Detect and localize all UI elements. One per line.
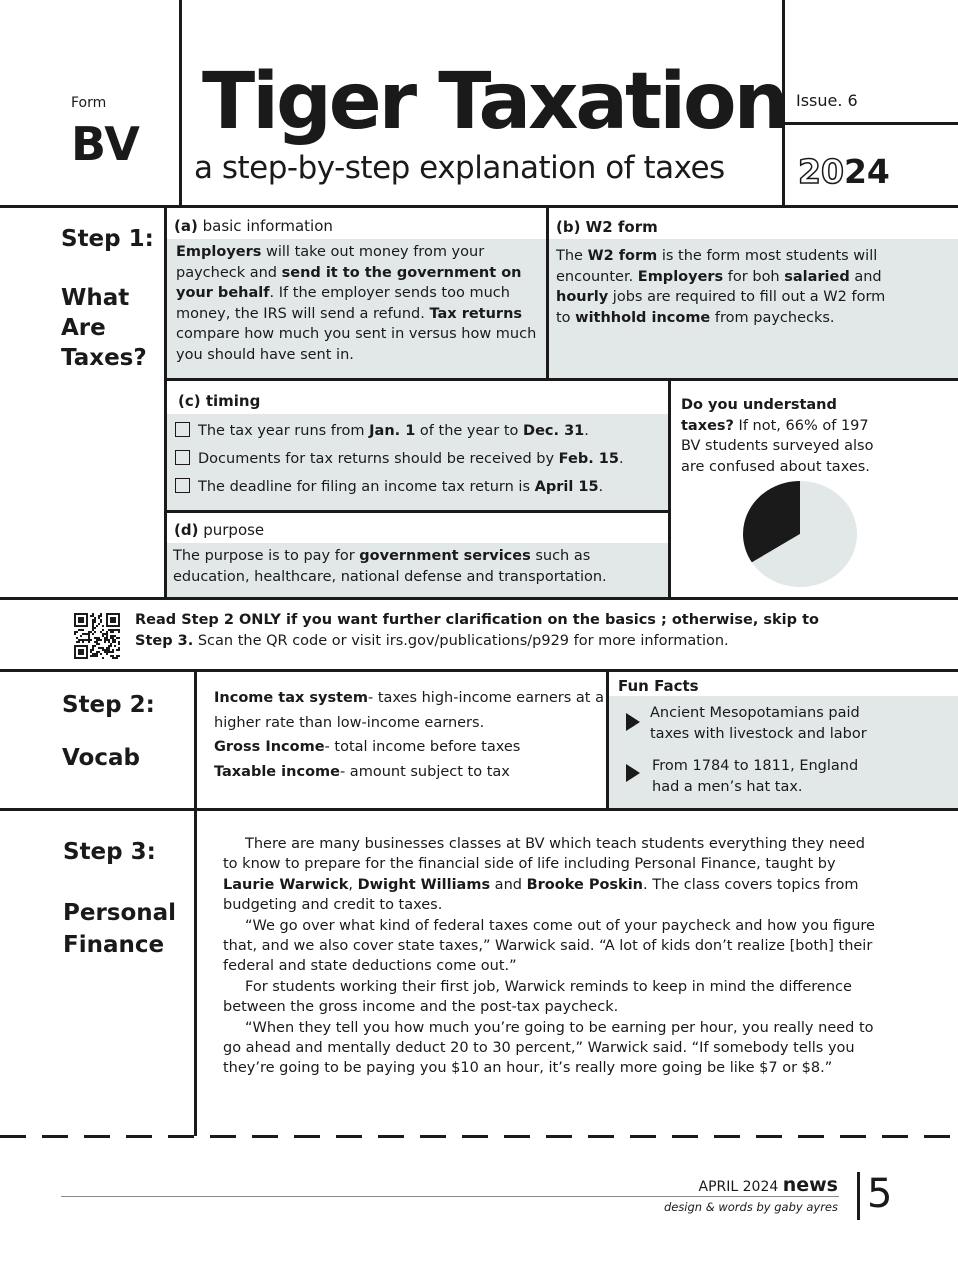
step3-title-line: Finance (63, 932, 165, 958)
page-number: 5 (867, 1171, 893, 1217)
qr-code-icon (74, 613, 120, 659)
page-subtitle: a step-by-step explanation of taxes (194, 150, 725, 186)
footer-date-line (600, 1174, 838, 1196)
vocab-item (214, 735, 604, 760)
step2-title: Vocab (62, 745, 140, 771)
timing-item (175, 420, 665, 448)
footer-credit: design & words by gaby ayres (663, 1200, 838, 1214)
vocab-def: - taxes high-income earners at a higher rate than low-income earners. (214, 690, 604, 731)
step1-title-line: Are (61, 315, 106, 341)
section-a-text: Employers will take out money from your paycheck and send it to the government on your behalf. If the employer sends too much money, the IRS will send a refund. Tax returns compare how much you sent in versus how much you should have sent in. (176, 244, 537, 363)
vocab-def: - amount subject to tax (339, 763, 510, 780)
footer-date: APRIL 2024 (698, 1179, 779, 1195)
section-b-label: (b) W2 form (556, 218, 658, 236)
section-c-label: (c) timing (178, 392, 261, 410)
survey-text: Do you understand taxes? If not, 66% of 197 BV students surveyed also are confused about taxes. (681, 397, 874, 475)
article-paragraph: “When they tell you how much you’re going to be earning per hour, you really need to go ahead and mentally deduct 20 to 30 percent,” Warwick said. “If somebody tells you they’re going to be paying you $10 an hour, it’s really more going be like $7 or $8.” (223, 1019, 874, 1077)
article-body (223, 834, 883, 1079)
vocab-item (214, 686, 604, 735)
issue-number: Issue. 6 (796, 91, 858, 110)
section-b-text: The W2 form is the form most students will encounter. Employers for boh salaried and hourly jobs are required to fill out a W2 form to withhold income from paychecks. (556, 248, 886, 326)
year-outline: 20 (798, 152, 844, 191)
fun-fact: Ancient Mesopotamians paid taxes with livestock and labor (650, 705, 867, 742)
vocab-term: Gross Income (214, 739, 325, 755)
step1-title-line: What (61, 285, 130, 311)
step1-heading: Step 1: (61, 226, 154, 252)
step2-heading: Step 2: (62, 692, 155, 718)
section-d-title: purpose (198, 521, 265, 539)
article-paragraph: For students working their first job, Warwick reminds to keep in mind the difference between the gross income and the post-tax paycheck. (223, 978, 852, 1016)
step3-title-line: Personal (63, 900, 177, 926)
vocab-def: - total income before taxes (324, 739, 521, 755)
checked-box-icon (175, 450, 190, 465)
survey-pie-chart (740, 478, 860, 590)
play-arrow-icon (626, 713, 640, 731)
timing-item-text: The deadline for filing an income tax return is April 15. (198, 479, 604, 495)
fun-fact: From 1784 to 1811, England had a men’s hat tax. (652, 758, 859, 795)
step1-title (61, 283, 147, 373)
fun-facts-label: Fun Facts (618, 677, 699, 695)
vocab-term: Taxable income (214, 763, 340, 780)
vocab-term: Income tax system (214, 690, 368, 706)
section-a-title: basic information (197, 217, 333, 235)
step3-heading: Step 3: (63, 839, 156, 865)
section-d-letter: (d) (174, 521, 199, 539)
section-a-label (174, 216, 333, 236)
section-a-letter: (a) (174, 217, 198, 235)
timing-item-text: The tax year runs from Jan. 1 of the year to Dec. 31. (198, 423, 589, 439)
timing-list (175, 420, 665, 504)
issue-year (798, 152, 890, 192)
dashed-divider (0, 1135, 958, 1138)
footer-publication: news (782, 1174, 838, 1196)
form-code: BV (71, 117, 140, 171)
empty-box-icon (175, 478, 190, 493)
notice-bold: Read Step 2 ONLY if you want further clarification on the basics ; otherwise, skip to Step 3. (135, 612, 819, 649)
vocab-list (214, 686, 604, 784)
step1-title-line: Taxes? (61, 345, 147, 371)
section-d-text: The purpose is to pay for government services such as education, healthcare, national defense and transportation. (173, 548, 607, 585)
page-title: Tiger Taxation (202, 57, 787, 147)
step3-title (63, 897, 176, 961)
article-paragraph: “We go over what kind of federal taxes come out of your paycheck and how you figure that, and we also cover state taxes,” Warwick said. “A lot of kids don’t realize [both] their federal and state deductions come out.” (223, 917, 875, 975)
timing-item-text: Documents for tax returns should be received by Feb. 15. (198, 451, 624, 467)
vocab-item (214, 760, 604, 785)
year-bold: 24 (843, 152, 890, 191)
article-paragraph: There are many businesses classes at BV which teach students everything they need to know to prepare for the financial side of life including Personal Finance, taught by Laurie Warwick, Dwight Williams and Brooke Poskin. The class covers topics from budgeting and credit to taxes. (223, 836, 865, 914)
play-arrow-icon (626, 764, 640, 782)
form-label: Form (71, 95, 107, 111)
section-d-label (174, 520, 264, 540)
checked-box-icon (175, 422, 190, 437)
timing-item (175, 476, 665, 504)
notice-rest: Scan the QR code or visit irs.gov/publications/p929 for more information. (193, 633, 729, 649)
timing-item (175, 448, 665, 476)
notice-text (135, 610, 855, 652)
